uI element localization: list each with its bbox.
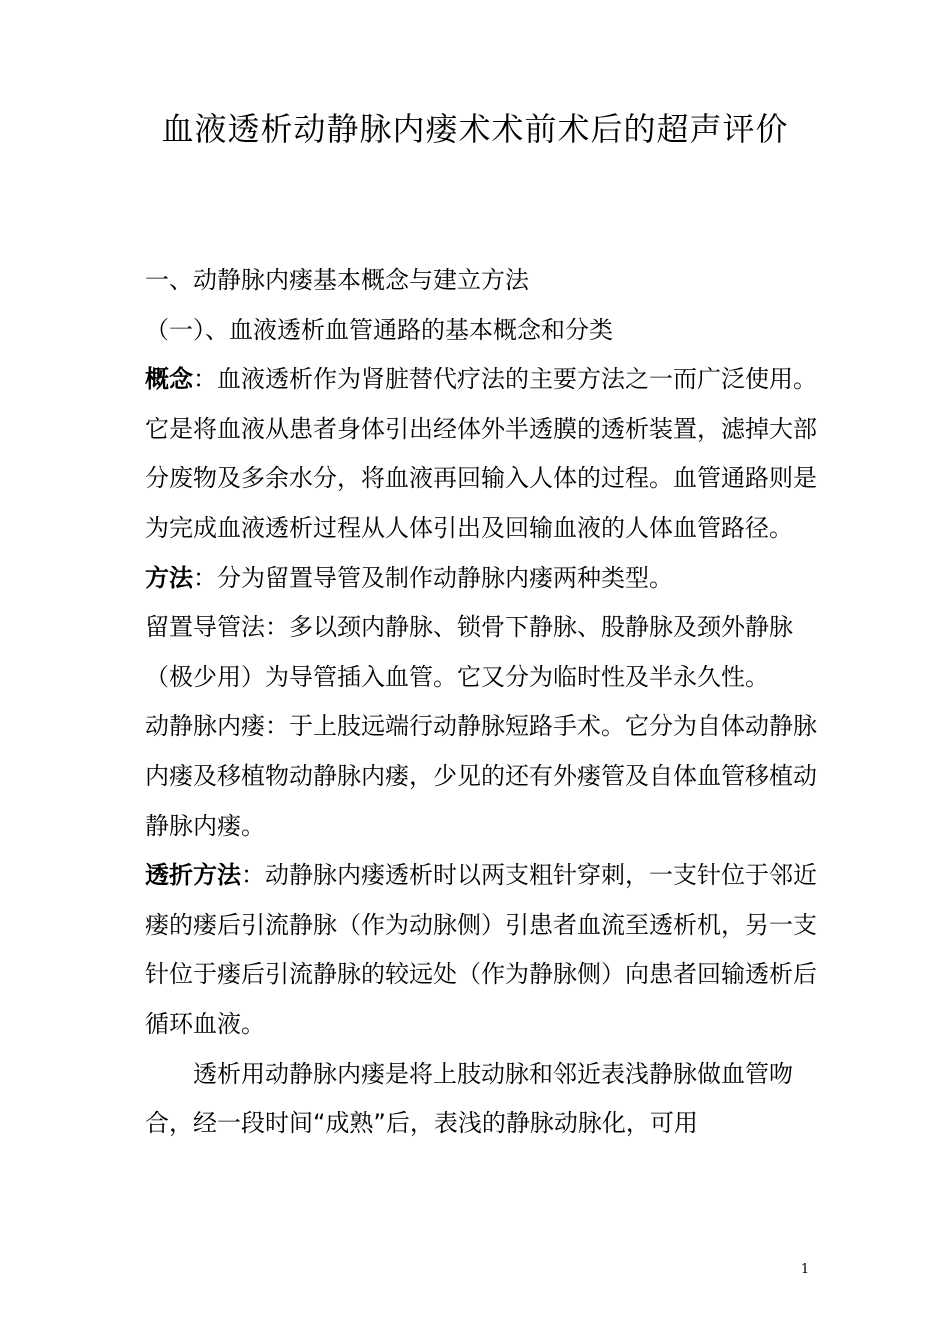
method-label: 方法: [145, 563, 193, 592]
final-paragraph: 透析用动静脉内瘘是将上肢动脉和邻近表浅静脉做血管吻合，经一段时间“成熟”后，表浅的静脉动脉化，可用: [145, 1059, 793, 1138]
dialysis-method-text: ：动静脉内瘘透析时以两支粗针穿刺，一支针位于邻近瘘的瘘后引流静脉（作为动脉侧）引患者血流至透析机，另一支针位于瘘后引流静脉的较远处（作为静脉侧）向患者回输透析后循环血液。: [145, 861, 817, 1038]
concept-label: 概念: [145, 365, 193, 394]
dialysis-method-label: 透折方法: [145, 861, 241, 890]
dialysis-method-paragraph: [145, 851, 825, 1049]
concept-paragraph: [145, 355, 825, 553]
document-body: [145, 256, 825, 1149]
subsection-heading: （一）、血液透析血管通路的基本概念和分类: [145, 315, 613, 344]
document-title: 血液透析动静脉内瘘术术前术后的超声评价: [161, 110, 789, 148]
page-number: 1: [800, 1262, 810, 1277]
fistula-paragraph: 动静脉内瘘：于上肢远端行动静脉短路手术。它分为自体动静脉内瘘及移植物动静脉内瘘，少见的还有外瘘管及自体血管移植动静脉内瘘。: [145, 712, 817, 840]
concept-text: ：血液透析作为肾脏替代疗法的主要方法之一而广泛使用。它是将血液从患者身体引出经体外半透膜的透析装置，滤掉大部分废物及多余水分，将血液再回输入人体的过程。血管通路则是为完成血液透析过程从人体引出及回输血液的人体血管路径。: [145, 365, 817, 542]
method-text: ：分为留置导管及制作动静脉内瘘两种类型。: [193, 563, 673, 592]
method-paragraph: [145, 554, 825, 604]
section-heading: 一、动静脉内瘘基本概念与建立方法: [145, 266, 529, 294]
catheter-paragraph: 留置导管法：多以颈内静脉、锁骨下静脉、股静脉及颈外静脉（极少用）为导管插入血管。它又分为临时性及半永久性。: [145, 613, 793, 691]
